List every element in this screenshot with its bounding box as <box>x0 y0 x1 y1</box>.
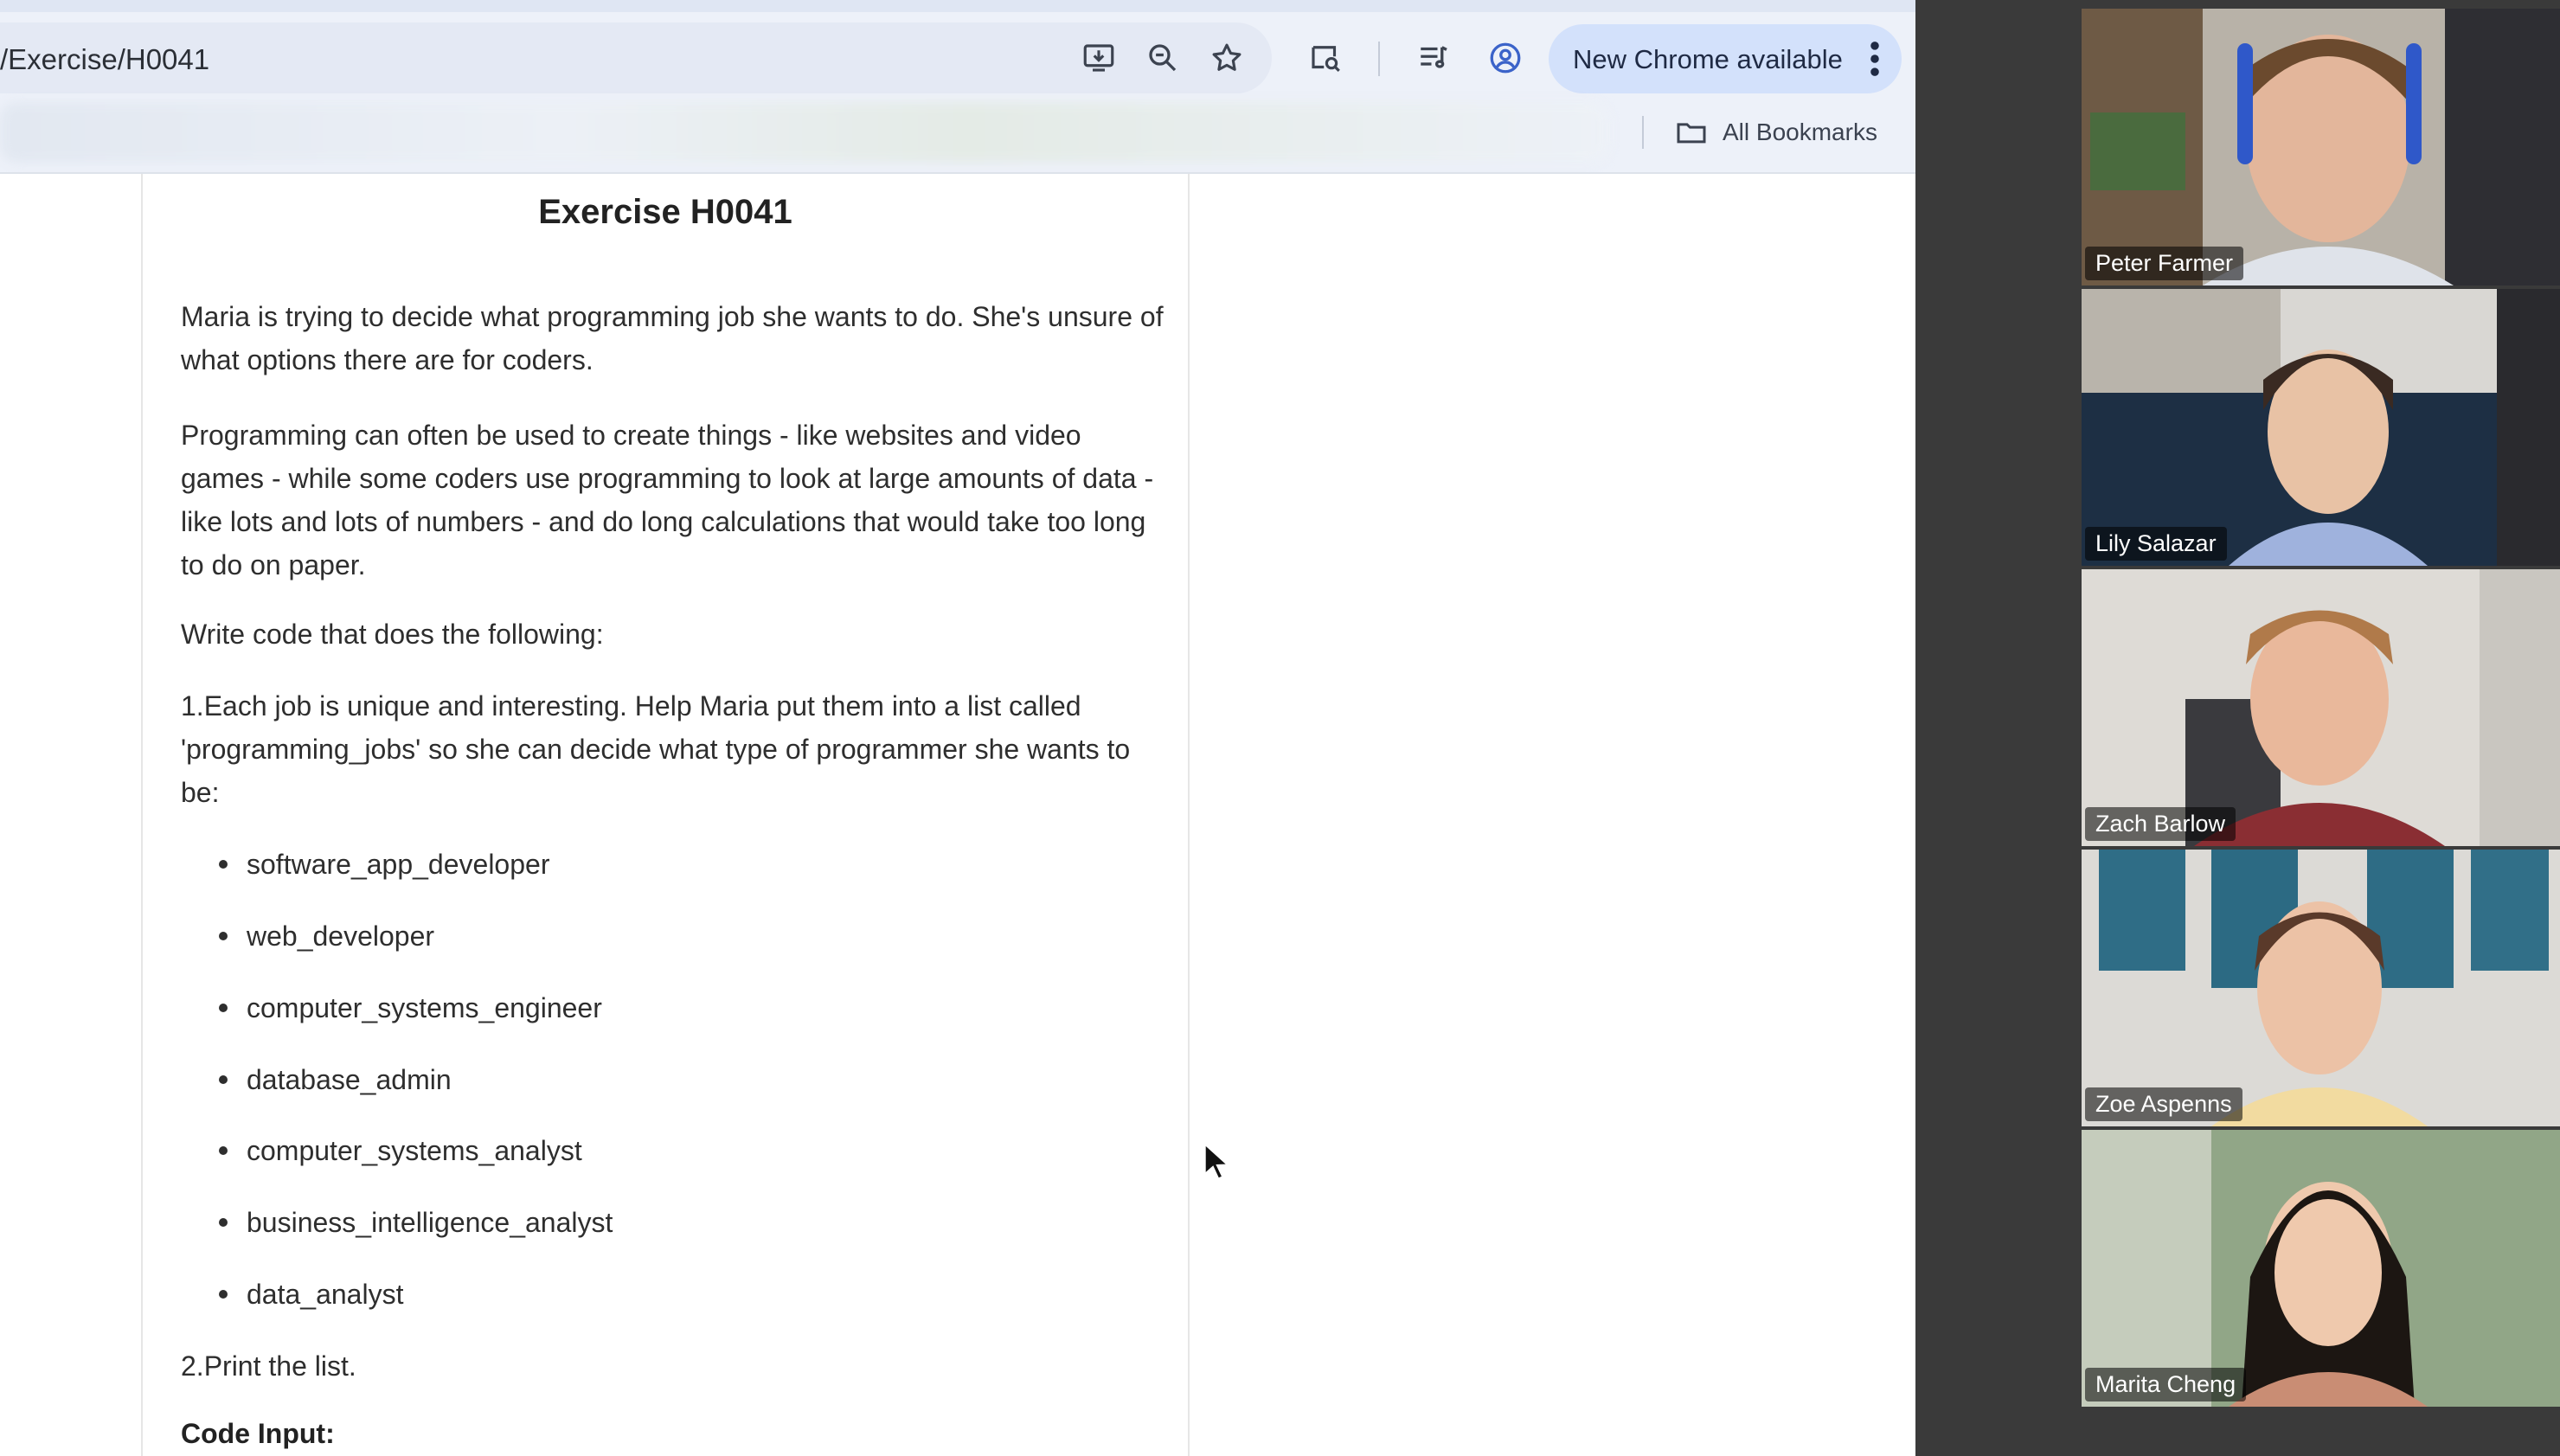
list-item: business_intelligence_analyst <box>219 1201 613 1244</box>
instruction-paragraph: Write code that does the following: <box>181 619 604 650</box>
list-item: database_admin <box>219 1058 452 1101</box>
profile-icon[interactable] <box>1484 36 1527 80</box>
participant-name: Marita Cheng <box>2085 1368 2246 1401</box>
list-item: computer_systems_engineer <box>219 986 602 1029</box>
tab-search-icon[interactable] <box>1304 36 1347 80</box>
list-item: computer_systems_analyst <box>219 1129 582 1172</box>
media-controls-icon[interactable] <box>1413 36 1456 80</box>
zoom-icon[interactable] <box>1141 36 1184 80</box>
participant-video-feed <box>2082 569 2560 846</box>
all-bookmarks-button[interactable] <box>1674 111 1877 154</box>
page-title: Exercise H0041 <box>538 193 792 231</box>
list-item: web_developer <box>219 914 434 958</box>
participant-tile[interactable] <box>2082 1130 2560 1407</box>
video-call-panel <box>1915 0 2560 1456</box>
code-input-label: Code Input: <box>181 1418 335 1449</box>
step1-paragraph: 1.Each job is unique and interesting. Help Maria put them into a list called 'programming_jobs' so she can decide what type of programmer she wants to be: <box>181 690 1131 808</box>
participant-video-feed <box>2082 289 2560 566</box>
install-app-icon[interactable] <box>1077 36 1120 80</box>
participant-video-feed <box>2082 1130 2560 1407</box>
participant-name: Peter Farmer <box>2085 247 2243 280</box>
folder-icon <box>1674 115 1709 150</box>
participant-name: Lily Salazar <box>2085 527 2227 561</box>
step2-paragraph: 2.Print the list. <box>181 1350 356 1382</box>
participant-tile[interactable] <box>2082 9 2560 285</box>
address-bar[interactable] <box>0 22 1272 93</box>
tab-strip <box>0 0 1915 12</box>
context-paragraph: Programming can often be used to create things - like websites and video games - while some coders use programming to look at large amounts of data - like lots and lots of numbers - and do long calculations that would take too long to do on paper. <box>181 420 1154 580</box>
intro-paragraph: Maria is trying to decide what programming job she wants to do. She's unsure of what options there are for coders. <box>181 301 1164 375</box>
participant-tile[interactable] <box>2082 850 2560 1126</box>
list-item: data_analyst <box>219 1273 403 1316</box>
url-text[interactable]: /Exercise/H0041 <box>0 43 210 75</box>
participant-tile[interactable] <box>2082 569 2560 846</box>
participant-video-feed <box>2082 9 2560 285</box>
kebab-menu-icon[interactable] <box>1862 36 1888 81</box>
list-item: software_app_developer <box>219 843 549 886</box>
toolbar-separator <box>1378 42 1380 76</box>
bookmarks-bar-blurred <box>0 102 1609 163</box>
chrome-update-chip[interactable] <box>1549 24 1902 93</box>
participant-video-feed <box>2082 850 2560 1126</box>
update-chip-label: New Chrome available <box>1573 44 1843 74</box>
browser-toolbar <box>0 0 1915 173</box>
exercise-panel <box>141 174 1190 1456</box>
all-bookmarks-label: All Bookmarks <box>1723 119 1877 145</box>
participant-tile[interactable] <box>2082 289 2560 566</box>
participant-name: Zoe Aspenns <box>2085 1087 2242 1121</box>
mouse-cursor-icon <box>1203 1142 1229 1182</box>
bookmark-star-icon[interactable] <box>1205 36 1248 80</box>
bookmarks-separator <box>1642 116 1644 149</box>
participant-name: Zach Barlow <box>2085 807 2236 841</box>
